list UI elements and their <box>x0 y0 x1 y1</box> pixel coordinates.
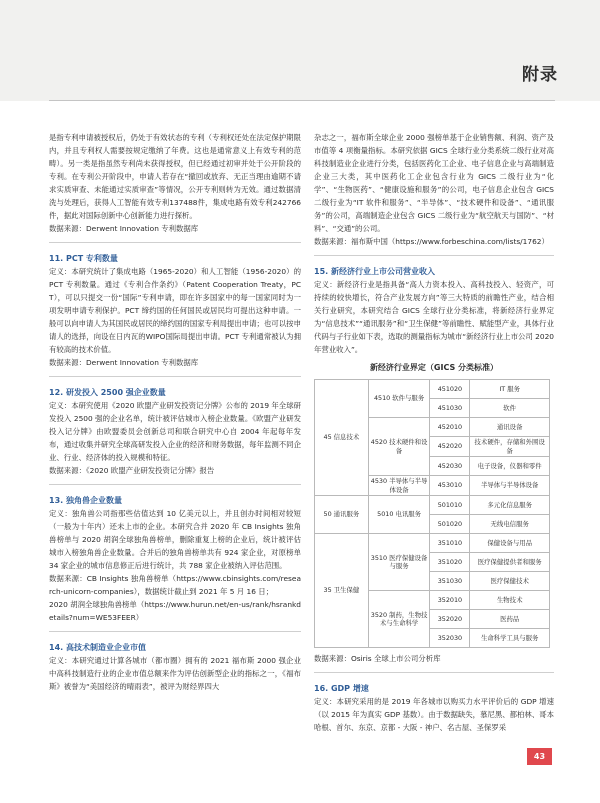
right-column <box>314 131 554 734</box>
section-divider <box>49 484 301 485</box>
section-15-definition: 定义：新经济行业是指具备“高人力资本投入、高科技投入、轻资产，可持续的较快增长，符合产业发展方向”等三大特质的前瞻性产业，结合相关行业研究，本研究结合 GICS 全球行业分类标准，将新经济行业界定为“信息技术”“通讯服务”和“卫生保健”等前瞻性、赋能型产业，具体行业代码与子行业如下表，选取的测量指标为城市“新经济行业上市公司 2020 年营业收入”。 <box>314 280 554 354</box>
header-divider <box>49 100 555 101</box>
page-section-title: 附录 <box>522 65 558 85</box>
page-number-badge: 43 <box>527 748 552 765</box>
gics-industry-group-cell: 4530 半导体与半导体设备 <box>368 476 430 496</box>
gics-subindustry-cell: 医药品 <box>470 610 550 629</box>
section-13-definition: 定义：独角兽公司指那些估值达到 10 亿美元以上，并且创办时间相对较短（一般为十年内）还未上市的企业。本研究合并 2020 年 CB Insights 独角兽榜单与 2020 胡润全球独角兽榜单，删除重复上榜的企业后，统计被评估城市入榜独角兽企业数量。合并后的独角兽榜单共有 924 家企业，对原榜单 34 家企业的城市信息修正后进行统计，共 788 家企业被纳入评估范围。 <box>49 509 301 570</box>
gics-code-cell: 351010 <box>430 534 470 553</box>
intro-source: 数据来源：Derwent Innovation 专利数据库 <box>49 224 199 233</box>
gics-subindustry-cell: 生物技术 <box>470 591 550 610</box>
table-row <box>315 380 550 399</box>
gics-industry-group-cell: 4510 软件与服务 <box>368 380 430 418</box>
gics-classification-table <box>314 379 550 648</box>
gics-table-title: 新经济行业界定（GICS 分类标准） <box>369 363 499 372</box>
section-11-title: 11. PCT 专利数量 <box>49 254 118 263</box>
section-12-definition: 定义：本研究使用《2020 欧盟产业研发投资记分牌》公布的 2019 年全球研发投入 2500 强的企业名单，统计被评估城市入榜企业数量。《欧盟产业研发投入记分牌》由欧盟委员会创新总司和联合研究中心自 2004 年起每年发布，通过收集并研究全球高研发投入企业的经济和财务数据，每年监测不同企业、行业、经济体的投入规模和特征。 <box>49 401 301 462</box>
gics-industry-group-cell: 3520 制药，生物技术与生命科学 <box>368 591 430 648</box>
gics-industry-group-cell: 3510 医疗保健设备与服务 <box>368 534 430 591</box>
gics-industry-group-cell: 5010 电讯服务 <box>368 496 430 534</box>
section-11-source: 数据来源：Derwent Innovation 专利数据库 <box>49 358 199 367</box>
section-14-definition: 定义：本研究通过计算各城市（都市圈）拥有的 2021 福布斯 2000 强企业中高科技制造行业的企业市值总额来作为评估创新型企业的指标之一，《福布斯》被誉为“美国经济的晴雨表”，被评为财经界四大 <box>49 656 301 691</box>
section-12-source: 数据来源：《2020 欧盟产业研发投资记分牌》报告 <box>49 466 215 475</box>
gics-subindustry-cell: 医疗保健提供者和服务 <box>470 553 550 572</box>
gics-subindustry-cell: IT 服务 <box>470 380 550 399</box>
gics-subindustry-cell: 多元化信息服务 <box>470 496 550 515</box>
gics-subindustry-cell: 通讯设备 <box>470 418 550 437</box>
gics-table-source: 数据来源：Osiris 全球上市公司分析库 <box>314 654 441 663</box>
gics-code-cell: 452030 <box>430 457 470 476</box>
gics-code-cell: 451020 <box>430 380 470 399</box>
gics-subindustry-cell: 无线电信服务 <box>470 515 550 534</box>
gics-code-cell: 452020 <box>430 437 470 457</box>
gics-code-cell: 501010 <box>430 496 470 515</box>
gics-subindustry-cell: 电子设备，仪器和零件 <box>470 457 550 476</box>
section-13-source-hurun: 2020 胡润全球独角兽榜单（https://www.hurun.net/en-us/rank/hsrankdetails?num=WE53FEER） <box>49 600 301 622</box>
gics-code-cell: 351030 <box>430 572 470 591</box>
gics-code-cell: 351020 <box>430 553 470 572</box>
gics-sector-cell: 35 卫生保健 <box>315 534 369 648</box>
table-row <box>315 534 550 553</box>
section-16-definition: 定义：本研究采用的是 2019 年各城市以购买力水平评价后的 GDP 增速（以 2015 年为真实 GDP 基数）。由于数据缺失，慕尼黑、都柏林、哥本哈根、首尔、东京、京都 - 大阪 - 神户、名古屋、圣保罗采 <box>314 697 554 732</box>
section-13-source-cbinsights: 数据来源：CB Insights 独角兽榜单（https://www.cbinsights.com/research-unicorn-companies），数据统计截止到 2021 年 5 月 16 日； <box>49 574 301 596</box>
section-13-title: 13. 独角兽企业数量 <box>49 496 122 505</box>
table-row <box>315 496 550 515</box>
section-16-title: 16. GDP 增速 <box>314 684 369 693</box>
section-14-title: 14. 高技术制造业企业市值 <box>49 643 146 652</box>
section-14-source: 数据来源：福布斯中国（https://www.forbeschina.com/lists/1762） <box>314 237 549 246</box>
section-divider <box>49 631 301 632</box>
gics-code-cell: 501020 <box>430 515 470 534</box>
left-column <box>49 131 301 693</box>
section-divider <box>49 376 301 377</box>
gics-code-cell: 352020 <box>430 610 470 629</box>
gics-code-cell: 352030 <box>430 629 470 648</box>
gics-code-cell: 352010 <box>430 591 470 610</box>
gics-sector-cell: 45 信息技术 <box>315 380 369 496</box>
section-14-definition-continued: 杂志之一，福布斯全球企业 2000 强榜单基于企业销售额、利润、资产及市值等 4 项衡量指标。本研究依据 GICS 全球行业分类系统二级行业对高科技制造业企业进行分类，包括医药化工企业、电子信息企业与高端制造企业三大类，其中医药化工企业包含行业为 GICS 二级行业为“化学”、“生物医药”、“健康设施和服务”的公司，电子信息企业包含 GICS 二级行业为“IT 软件和服务”、“半导体”、“技术硬件和设备”、“通讯服务”的公司，高端制造企业包含 GICS 二级行业为“航空航天与国防”、“材料”、“交通”的公司。 <box>314 133 554 233</box>
gics-industry-group-cell: 4520 技术硬件和设备 <box>368 418 430 476</box>
gics-subindustry-cell: 医疗保健技术 <box>470 572 550 591</box>
gics-code-cell: 453010 <box>430 476 470 496</box>
gics-sector-cell: 50 通讯服务 <box>315 496 369 534</box>
gics-subindustry-cell: 软件 <box>470 399 550 418</box>
gics-subindustry-cell: 保健设备与用品 <box>470 534 550 553</box>
gics-code-cell: 451030 <box>430 399 470 418</box>
header-band <box>0 0 600 101</box>
intro-paragraph: 是指专利申请被授权后，仍处于有效状态的专利（专利权还处在法定保护期限内，并且专利权人需要按规定缴纳了年费。这也是通常意义上有效专利的范畴）。另一类是指虽然专利尚未获得授权，但已经通过初审并处于公开阶段的专利。在专利公开阶段中，申请人若存在“撤回或放弃、无正当理由逾期不请求实质审查、未能通过实质审查”等情况，公开专利则转为无效。通过数据清洗与处理后，获得人工智能有效专利137488件，集成电路有效专利242766件，据此对国际创新中心创新能力进行探析。 <box>49 133 301 220</box>
gics-code-cell: 452010 <box>430 418 470 437</box>
gics-subindustry-cell: 技术硬件，存储和外围设备 <box>470 437 550 457</box>
section-12-title: 12. 研发投入 2500 强企业数量 <box>49 388 166 397</box>
section-11-definition: 定义：本研究统计了集成电路（1965-2020）和人工智能（1956-2020）的 PCT 专利数量。通过《专利合作条约》（Patent Cooperation Treaty，PCT），可以只提交一份“国际”专利申请，即在许多国家中的每一国家同时为一项发明申请专利保护。PCT 缔约国的任何国民或居民均可提出这种申请。一般可以向申请人为其国民或居民的缔约国的国家专利局提出申请；也可以按申请人的选择，向设在日内瓦的WIPO国际局提出申请。PCT 专利通常被认为拥有较高的技术价值。 <box>49 267 301 354</box>
gics-subindustry-cell: 生命科学工具与服务 <box>470 629 550 648</box>
section-divider <box>49 242 301 243</box>
gics-subindustry-cell: 半导体与半导体设备 <box>470 476 550 496</box>
section-15-title: 15. 新经济行业上市公司营业收入 <box>314 267 435 276</box>
section-divider <box>314 255 554 256</box>
section-divider <box>314 672 554 673</box>
